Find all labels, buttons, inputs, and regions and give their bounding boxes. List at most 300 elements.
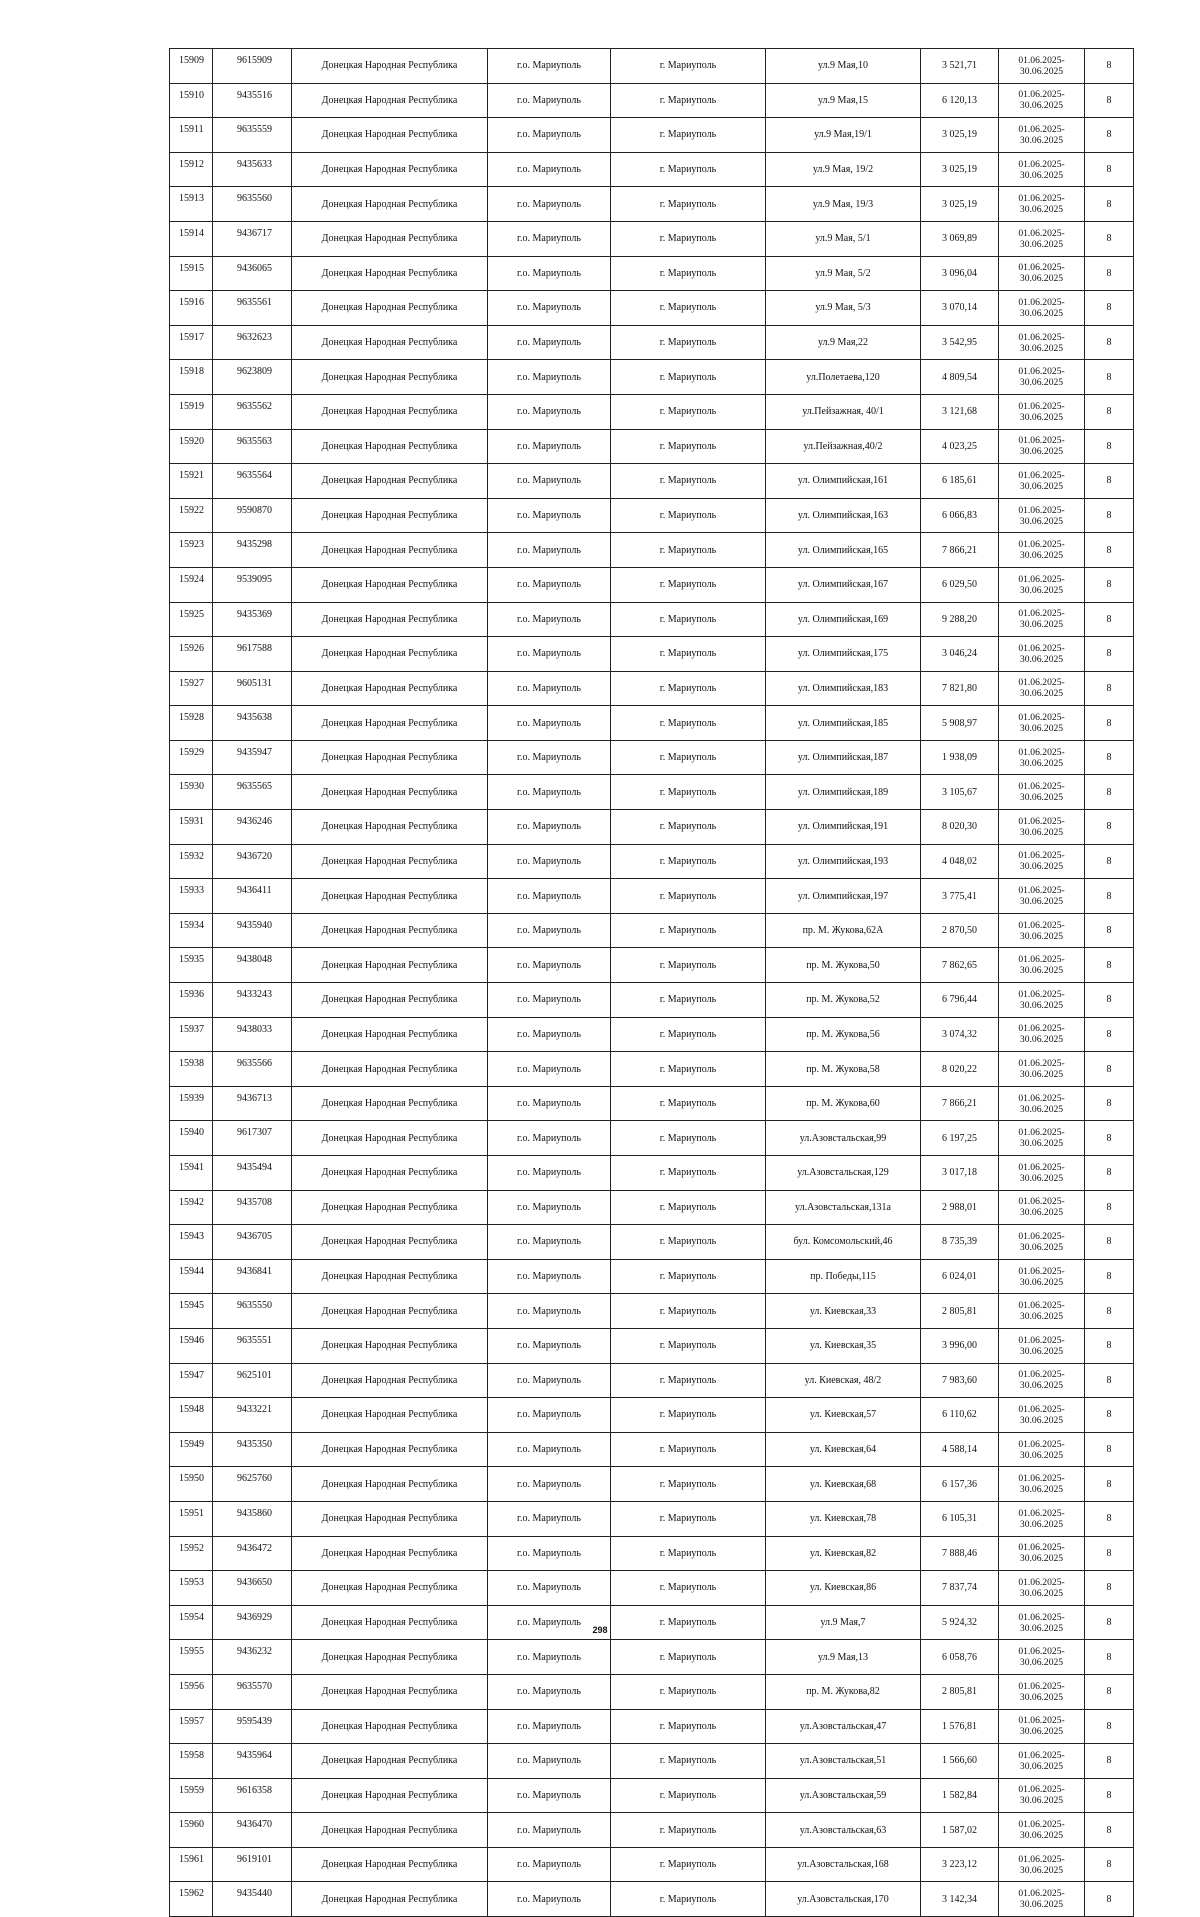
city-cell bbox=[611, 948, 766, 983]
address-cell bbox=[766, 913, 921, 948]
area-value: 2 988,01 bbox=[942, 1201, 977, 1213]
address-cell bbox=[766, 810, 921, 845]
period-start: 01.06.2025- bbox=[1018, 227, 1065, 239]
municipal-district-cell bbox=[488, 83, 611, 118]
object-id: 9635566 bbox=[237, 1058, 272, 1070]
city: г. Мариуполь bbox=[659, 475, 717, 487]
period-end: 30.06.2025 bbox=[1019, 273, 1064, 285]
region: Донецкая Народная Республика bbox=[321, 613, 458, 625]
code-value-cell bbox=[1085, 1052, 1134, 1087]
code-value: 8 bbox=[1106, 1236, 1112, 1248]
city-cell bbox=[611, 706, 766, 741]
object-id-cell bbox=[213, 429, 292, 464]
region-cell bbox=[292, 879, 488, 914]
municipal-district: г.о. Мариуполь bbox=[517, 267, 581, 279]
area-value: 3 142,34 bbox=[942, 1893, 977, 1905]
object-id: 9435964 bbox=[237, 1750, 272, 1762]
address: ул.9 Мая, 5/2 bbox=[815, 267, 871, 279]
municipal-district-cell bbox=[488, 948, 611, 983]
municipal-district-cell bbox=[488, 1363, 611, 1398]
record-number-cell bbox=[170, 879, 213, 914]
area-value: 1 576,81 bbox=[942, 1720, 977, 1732]
period-cell bbox=[999, 1190, 1085, 1225]
object-id-cell bbox=[213, 879, 292, 914]
municipal-district-cell bbox=[488, 602, 611, 637]
period-end: 30.06.2025 bbox=[1019, 1830, 1064, 1842]
code-value: 8 bbox=[1106, 959, 1112, 971]
period-cell bbox=[999, 1398, 1085, 1433]
record-number-cell bbox=[170, 844, 213, 879]
table-row bbox=[170, 464, 1134, 499]
municipal-district-cell bbox=[488, 1813, 611, 1848]
table-row bbox=[170, 394, 1134, 429]
record-number-cell bbox=[170, 83, 213, 118]
region: Донецкая Народная Республика bbox=[321, 752, 458, 764]
code-value-cell bbox=[1085, 637, 1134, 672]
record-number: 15947 bbox=[179, 1369, 204, 1381]
city-cell bbox=[611, 567, 766, 602]
table-row bbox=[170, 602, 1134, 637]
record-number-cell bbox=[170, 533, 213, 568]
municipal-district-cell bbox=[488, 1052, 611, 1087]
period-end: 30.06.2025 bbox=[1019, 342, 1064, 354]
code-value-cell bbox=[1085, 1640, 1134, 1675]
region: Донецкая Народная Республика bbox=[321, 1651, 458, 1663]
region: Донецкая Народная Республика bbox=[321, 579, 458, 591]
record-number-cell bbox=[170, 740, 213, 775]
record-number-cell bbox=[170, 291, 213, 326]
object-id: 9436713 bbox=[237, 1092, 272, 1104]
area-value-cell bbox=[921, 1882, 999, 1917]
city-cell bbox=[611, 637, 766, 672]
code-value-cell bbox=[1085, 1363, 1134, 1398]
record-number-cell bbox=[170, 913, 213, 948]
municipal-district-cell bbox=[488, 221, 611, 256]
city: г. Мариуполь bbox=[659, 302, 717, 314]
table-row bbox=[170, 1363, 1134, 1398]
city: г. Мариуполь bbox=[659, 233, 717, 245]
address-cell bbox=[766, 83, 921, 118]
address: ул. Киевская,78 bbox=[809, 1513, 877, 1525]
code-value: 8 bbox=[1106, 94, 1112, 106]
municipal-district-cell bbox=[488, 879, 611, 914]
object-id-cell bbox=[213, 1363, 292, 1398]
address-cell bbox=[766, 1017, 921, 1052]
city: г. Мариуполь bbox=[659, 682, 717, 694]
record-number: 15962 bbox=[179, 1888, 204, 1900]
record-number-cell bbox=[170, 429, 213, 464]
area-value: 6 024,01 bbox=[942, 1271, 977, 1283]
object-id-cell bbox=[213, 1571, 292, 1606]
period-end: 30.06.2025 bbox=[1019, 1345, 1064, 1357]
area-value: 3 017,18 bbox=[942, 1167, 977, 1179]
area-value: 4 048,02 bbox=[942, 855, 977, 867]
area-value: 1 938,09 bbox=[942, 752, 977, 764]
city-cell bbox=[611, 1086, 766, 1121]
region-cell bbox=[292, 1398, 488, 1433]
table-row bbox=[170, 1847, 1134, 1882]
period-cell bbox=[999, 1778, 1085, 1813]
address-cell bbox=[766, 118, 921, 153]
object-id: 9635570 bbox=[237, 1680, 272, 1692]
city-cell bbox=[611, 360, 766, 395]
code-value: 8 bbox=[1106, 1686, 1112, 1698]
address-cell bbox=[766, 844, 921, 879]
region: Донецкая Народная Республика bbox=[321, 855, 458, 867]
address-cell bbox=[766, 533, 921, 568]
address: пр. М. Жукова,60 bbox=[806, 1098, 880, 1110]
record-number-cell bbox=[170, 602, 213, 637]
period-end: 30.06.2025 bbox=[1019, 1069, 1064, 1081]
municipal-district: г.о. Мариуполь bbox=[517, 959, 581, 971]
area-value-cell bbox=[921, 291, 999, 326]
period-end: 30.06.2025 bbox=[1019, 377, 1064, 389]
code-value: 8 bbox=[1106, 544, 1112, 556]
object-id: 9615909 bbox=[237, 55, 272, 66]
municipal-district-cell bbox=[488, 1709, 611, 1744]
object-id-cell bbox=[213, 1259, 292, 1294]
period-end: 30.06.2025 bbox=[1019, 1103, 1064, 1115]
code-value: 8 bbox=[1106, 821, 1112, 833]
area-value-cell bbox=[921, 83, 999, 118]
code-value: 8 bbox=[1106, 648, 1112, 660]
city-cell bbox=[611, 913, 766, 948]
period-cell bbox=[999, 1363, 1085, 1398]
period-cell bbox=[999, 740, 1085, 775]
region-cell bbox=[292, 706, 488, 741]
city-cell bbox=[611, 1847, 766, 1882]
municipal-district-cell bbox=[488, 325, 611, 360]
address: ул.9 Мая,22 bbox=[818, 337, 868, 349]
region-cell bbox=[292, 1225, 488, 1260]
code-value-cell bbox=[1085, 706, 1134, 741]
region-cell bbox=[292, 983, 488, 1018]
period-end: 30.06.2025 bbox=[1019, 1691, 1064, 1703]
city-cell bbox=[611, 1674, 766, 1709]
area-value: 5 924,32 bbox=[942, 1617, 977, 1629]
period-end: 30.06.2025 bbox=[1019, 134, 1064, 146]
address-cell bbox=[766, 1847, 921, 1882]
code-value-cell bbox=[1085, 1778, 1134, 1813]
object-id: 9635564 bbox=[237, 470, 272, 482]
record-number: 15934 bbox=[179, 919, 204, 931]
city-cell bbox=[611, 1778, 766, 1813]
address-cell bbox=[766, 567, 921, 602]
city: г. Мариуполь bbox=[659, 1167, 717, 1179]
table-row bbox=[170, 844, 1134, 879]
address-cell bbox=[766, 948, 921, 983]
period-end: 30.06.2025 bbox=[1019, 550, 1064, 562]
area-value-cell bbox=[921, 325, 999, 360]
table-row bbox=[170, 879, 1134, 914]
city: г. Мариуполь bbox=[659, 717, 717, 729]
record-number-cell bbox=[170, 1294, 213, 1329]
code-value: 8 bbox=[1106, 682, 1112, 694]
record-number: 15929 bbox=[179, 746, 204, 758]
record-number: 15954 bbox=[179, 1611, 204, 1623]
table-row bbox=[170, 1259, 1134, 1294]
record-number: 15910 bbox=[179, 89, 204, 101]
address-cell bbox=[766, 360, 921, 395]
period-cell bbox=[999, 567, 1085, 602]
city-cell bbox=[611, 983, 766, 1018]
code-value-cell bbox=[1085, 1467, 1134, 1502]
address: ул.Азовстальская,47 bbox=[799, 1720, 887, 1732]
period-cell bbox=[999, 1571, 1085, 1606]
table-row bbox=[170, 1017, 1134, 1052]
period-cell bbox=[999, 187, 1085, 222]
code-value: 8 bbox=[1106, 752, 1112, 764]
object-id-cell bbox=[213, 602, 292, 637]
municipal-district: г.о. Мариуполь bbox=[517, 233, 581, 245]
record-number: 15920 bbox=[179, 435, 204, 447]
municipal-district: г.о. Мариуполь bbox=[517, 1132, 581, 1144]
city-cell bbox=[611, 1121, 766, 1156]
code-value: 8 bbox=[1106, 1028, 1112, 1040]
region: Донецкая Народная Республика bbox=[321, 1893, 458, 1905]
area-value: 6 197,25 bbox=[942, 1132, 977, 1144]
region: Донецкая Народная Республика bbox=[321, 1686, 458, 1698]
address: пр. Победы,115 bbox=[810, 1271, 876, 1283]
region-cell bbox=[292, 1709, 488, 1744]
object-id-cell bbox=[213, 1398, 292, 1433]
code-value-cell bbox=[1085, 1847, 1134, 1882]
region-cell bbox=[292, 1674, 488, 1709]
period-cell bbox=[999, 844, 1085, 879]
object-id: 9436841 bbox=[237, 1265, 272, 1277]
period-cell bbox=[999, 464, 1085, 499]
region-cell bbox=[292, 810, 488, 845]
table-row bbox=[170, 1432, 1134, 1467]
municipal-district: г.о. Мариуполь bbox=[517, 94, 581, 106]
city-cell bbox=[611, 1640, 766, 1675]
object-id: 9435350 bbox=[237, 1438, 272, 1450]
area-value: 8 735,39 bbox=[942, 1236, 977, 1248]
period-cell bbox=[999, 1813, 1085, 1848]
municipal-district-cell bbox=[488, 810, 611, 845]
address-cell bbox=[766, 256, 921, 291]
municipal-district: г.о. Мариуполь bbox=[517, 544, 581, 556]
object-id: 9438048 bbox=[237, 954, 272, 966]
record-number-cell bbox=[170, 1744, 213, 1779]
area-value: 3 070,14 bbox=[942, 302, 977, 314]
region-cell bbox=[292, 464, 488, 499]
record-number: 15948 bbox=[179, 1404, 204, 1416]
page-number: 298 bbox=[592, 1625, 608, 1635]
city: г. Мариуполь bbox=[659, 1028, 717, 1040]
code-value: 8 bbox=[1106, 1098, 1112, 1110]
object-id-cell bbox=[213, 913, 292, 948]
city: г. Мариуполь bbox=[659, 1236, 717, 1248]
record-number: 15918 bbox=[179, 366, 204, 378]
address: ул. Олимпийская,165 bbox=[797, 544, 889, 556]
address-cell bbox=[766, 221, 921, 256]
area-value: 2 870,50 bbox=[942, 925, 977, 937]
period-end: 30.06.2025 bbox=[1019, 584, 1064, 596]
city-cell bbox=[611, 1259, 766, 1294]
region: Донецкая Народная Республика bbox=[321, 302, 458, 314]
city: г. Мариуполь bbox=[659, 855, 717, 867]
region-cell bbox=[292, 637, 488, 672]
object-id-cell bbox=[213, 948, 292, 983]
record-number: 15917 bbox=[179, 331, 204, 343]
code-value: 8 bbox=[1106, 994, 1112, 1006]
code-value-cell bbox=[1085, 83, 1134, 118]
code-value-cell bbox=[1085, 913, 1134, 948]
table-row bbox=[170, 152, 1134, 187]
area-value: 5 908,97 bbox=[942, 717, 977, 729]
record-number: 15939 bbox=[179, 1092, 204, 1104]
municipal-district: г.о. Мариуполь bbox=[517, 1444, 581, 1456]
municipal-district: г.о. Мариуполь bbox=[517, 302, 581, 314]
city: г. Мариуполь bbox=[659, 1513, 717, 1525]
period-start: 01.06.2025- bbox=[1018, 435, 1065, 447]
city-cell bbox=[611, 83, 766, 118]
municipal-district-cell bbox=[488, 1571, 611, 1606]
object-id: 9436470 bbox=[237, 1819, 272, 1831]
area-value: 7 862,65 bbox=[942, 959, 977, 971]
period-start: 01.06.2025- bbox=[1018, 1265, 1065, 1277]
record-number: 15953 bbox=[179, 1577, 204, 1589]
period-start: 01.06.2025- bbox=[1018, 850, 1065, 862]
region-cell bbox=[292, 844, 488, 879]
address: ул.Азовстальская,129 bbox=[797, 1167, 889, 1179]
area-value-cell bbox=[921, 1190, 999, 1225]
region: Донецкая Народная Республика bbox=[321, 890, 458, 902]
municipal-district: г.о. Мариуполь bbox=[517, 1720, 581, 1732]
area-value: 6 185,61 bbox=[942, 475, 977, 487]
table-row bbox=[170, 429, 1134, 464]
period-start: 01.06.2025- bbox=[1018, 1161, 1065, 1173]
object-id-cell bbox=[213, 1467, 292, 1502]
table-row bbox=[170, 1467, 1134, 1502]
area-value-cell bbox=[921, 1501, 999, 1536]
address: ул. Киевская,82 bbox=[809, 1547, 877, 1559]
municipal-district: г.о. Мариуполь bbox=[517, 1513, 581, 1525]
address: ул. Олимпийская,191 bbox=[797, 821, 889, 833]
record-number: 15938 bbox=[179, 1058, 204, 1070]
object-id: 9435440 bbox=[237, 1888, 272, 1900]
code-value-cell bbox=[1085, 1536, 1134, 1571]
table-row bbox=[170, 983, 1134, 1018]
table-row bbox=[170, 49, 1134, 84]
address: ул.Азовстальская,63 bbox=[799, 1824, 887, 1836]
municipal-district-cell bbox=[488, 464, 611, 499]
region: Донецкая Народная Республика bbox=[321, 648, 458, 660]
city: г. Мариуполь bbox=[659, 752, 717, 764]
period-start: 01.06.2025- bbox=[1018, 54, 1065, 66]
code-value-cell bbox=[1085, 1156, 1134, 1191]
record-number: 15916 bbox=[179, 297, 204, 309]
period-start: 01.06.2025- bbox=[1018, 1023, 1065, 1035]
city-cell bbox=[611, 1709, 766, 1744]
city-cell bbox=[611, 1017, 766, 1052]
code-value-cell bbox=[1085, 983, 1134, 1018]
region-cell bbox=[292, 1328, 488, 1363]
address-cell bbox=[766, 1640, 921, 1675]
city-cell bbox=[611, 464, 766, 499]
period-end: 30.06.2025 bbox=[1019, 688, 1064, 700]
municipal-district-cell bbox=[488, 706, 611, 741]
period-end: 30.06.2025 bbox=[1019, 1138, 1064, 1150]
period-cell bbox=[999, 1432, 1085, 1467]
period-end: 30.06.2025 bbox=[1019, 1276, 1064, 1288]
code-value-cell bbox=[1085, 879, 1134, 914]
region: Донецкая Народная Республика bbox=[321, 94, 458, 106]
region-cell bbox=[292, 533, 488, 568]
area-value: 6 120,13 bbox=[942, 94, 977, 106]
code-value-cell bbox=[1085, 533, 1134, 568]
region: Донецкая Народная Республика bbox=[321, 60, 458, 72]
period-cell bbox=[999, 637, 1085, 672]
period-cell bbox=[999, 429, 1085, 464]
municipal-district-cell bbox=[488, 1086, 611, 1121]
period-start: 01.06.2025- bbox=[1018, 89, 1065, 101]
area-value: 8 020,30 bbox=[942, 821, 977, 833]
city: г. Мариуполь bbox=[659, 1720, 717, 1732]
address: ул. Олимпийская,185 bbox=[797, 717, 889, 729]
region: Донецкая Народная Республика bbox=[321, 1755, 458, 1767]
record-number: 15941 bbox=[179, 1162, 204, 1173]
period-start: 01.06.2025- bbox=[1018, 885, 1065, 897]
table-row bbox=[170, 1536, 1134, 1571]
period-cell bbox=[999, 533, 1085, 568]
city: г. Мариуполь bbox=[659, 1617, 717, 1629]
period-start: 01.06.2025- bbox=[1018, 331, 1065, 343]
region: Донецкая Народная Республика bbox=[321, 1582, 458, 1594]
address: ул.9 Мая,7 bbox=[820, 1617, 866, 1629]
municipal-district: г.о. Мариуполь bbox=[517, 1686, 581, 1698]
region: Донецкая Народная Республика bbox=[321, 821, 458, 833]
area-value: 2 805,81 bbox=[942, 1305, 977, 1317]
region-cell bbox=[292, 913, 488, 948]
table-row bbox=[170, 1398, 1134, 1433]
region: Донецкая Народная Республика bbox=[321, 129, 458, 141]
table-row bbox=[170, 706, 1134, 741]
region-cell bbox=[292, 256, 488, 291]
object-id-cell bbox=[213, 637, 292, 672]
address: ул.9 Мая,15 bbox=[818, 94, 868, 106]
municipal-district-cell bbox=[488, 394, 611, 429]
period-end: 30.06.2025 bbox=[1019, 723, 1064, 735]
address-cell bbox=[766, 1467, 921, 1502]
record-number-cell bbox=[170, 706, 213, 741]
period-end: 30.06.2025 bbox=[1019, 999, 1064, 1011]
object-id-cell bbox=[213, 118, 292, 153]
address-cell bbox=[766, 983, 921, 1018]
period-start: 01.06.2025- bbox=[1018, 1196, 1065, 1208]
period-end: 30.06.2025 bbox=[1019, 1449, 1064, 1461]
code-value-cell bbox=[1085, 1225, 1134, 1260]
municipal-district-cell bbox=[488, 1432, 611, 1467]
municipal-district: г.о. Мариуполь bbox=[517, 1478, 581, 1490]
municipal-district: г.о. Мариуполь bbox=[517, 613, 581, 625]
address: ул. Олимпийская,197 bbox=[797, 890, 889, 902]
code-value: 8 bbox=[1106, 1755, 1112, 1767]
municipal-district: г.о. Мариуполь bbox=[517, 925, 581, 937]
region: Донецкая Народная Республика bbox=[321, 544, 458, 556]
region-cell bbox=[292, 1501, 488, 1536]
code-value: 8 bbox=[1106, 1478, 1112, 1490]
period-start: 01.06.2025- bbox=[1018, 1473, 1065, 1485]
code-value: 8 bbox=[1106, 1201, 1112, 1213]
object-id-cell bbox=[213, 498, 292, 533]
city-cell bbox=[611, 256, 766, 291]
municipal-district: г.о. Мариуполь bbox=[517, 1028, 581, 1040]
address-cell bbox=[766, 1052, 921, 1087]
city-cell bbox=[611, 1225, 766, 1260]
area-value: 7 866,21 bbox=[942, 544, 977, 556]
